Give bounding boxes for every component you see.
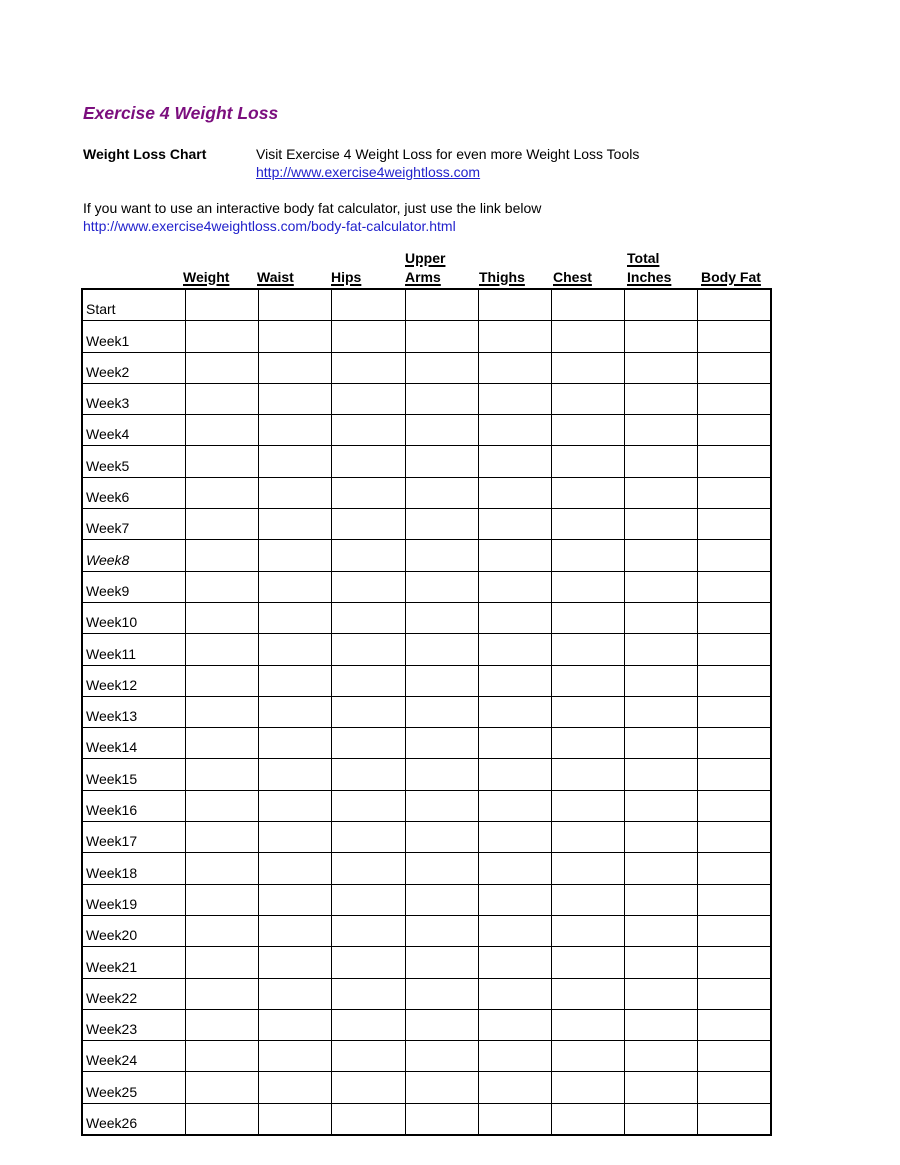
data-cell — [625, 540, 698, 571]
data-cell — [478, 853, 551, 884]
data-cell — [259, 696, 332, 727]
table-row — [82, 759, 771, 790]
data-cell — [698, 352, 771, 383]
data-cell — [698, 759, 771, 790]
data-cell — [698, 1041, 771, 1072]
data-cell — [625, 1009, 698, 1040]
table-row — [82, 540, 771, 571]
data-cell — [625, 822, 698, 853]
data-cell — [405, 540, 478, 571]
data-cell — [625, 1072, 698, 1103]
data-cell — [625, 634, 698, 665]
row-label: Week8 — [82, 540, 186, 571]
data-cell — [551, 571, 624, 602]
data-cell — [405, 947, 478, 978]
row-label: Week13 — [82, 696, 186, 727]
data-cell — [332, 634, 405, 665]
table-row — [82, 696, 771, 727]
table-row — [82, 1103, 771, 1135]
data-cell — [478, 509, 551, 540]
data-cell — [698, 947, 771, 978]
data-cell — [186, 634, 259, 665]
data-cell — [625, 602, 698, 633]
data-cell — [551, 602, 624, 633]
data-cell — [405, 915, 478, 946]
data-cell — [698, 665, 771, 696]
data-cell — [332, 509, 405, 540]
table-row — [82, 1009, 771, 1040]
data-cell — [259, 321, 332, 352]
data-cell — [405, 665, 478, 696]
data-cell — [551, 884, 624, 915]
data-cell — [259, 383, 332, 414]
data-cell — [332, 822, 405, 853]
data-cell — [405, 352, 478, 383]
column-header-label: Weight — [183, 268, 230, 285]
data-cell — [259, 352, 332, 383]
data-cell — [259, 978, 332, 1009]
column-header — [254, 268, 328, 287]
data-cell — [259, 289, 332, 321]
row-label: Week14 — [82, 728, 186, 759]
data-cell — [186, 696, 259, 727]
data-cell — [332, 728, 405, 759]
data-cell — [698, 540, 771, 571]
row-label: Week17 — [82, 822, 186, 853]
row-label: Week24 — [82, 1041, 186, 1072]
data-cell — [551, 634, 624, 665]
data-cell — [551, 509, 624, 540]
data-cell — [405, 289, 478, 321]
column-header — [180, 268, 254, 287]
data-cell — [478, 540, 551, 571]
data-cell — [332, 321, 405, 352]
data-cell — [625, 383, 698, 414]
data-cell — [332, 571, 405, 602]
data-cell — [478, 1072, 551, 1103]
data-cell — [551, 853, 624, 884]
data-cell — [186, 947, 259, 978]
column-header — [624, 249, 698, 286]
data-cell — [698, 477, 771, 508]
data-cell — [186, 1041, 259, 1072]
table-row — [82, 1072, 771, 1103]
data-cell — [478, 759, 551, 790]
data-cell — [478, 665, 551, 696]
row-label: Week4 — [82, 415, 186, 446]
data-cell — [186, 1072, 259, 1103]
data-cell — [478, 1041, 551, 1072]
data-cell — [405, 383, 478, 414]
data-cell — [478, 446, 551, 477]
data-cell — [625, 415, 698, 446]
data-cell — [405, 415, 478, 446]
data-cell — [698, 634, 771, 665]
data-cell — [625, 947, 698, 978]
data-cell — [698, 1009, 771, 1040]
data-cell — [478, 602, 551, 633]
table-row — [82, 884, 771, 915]
data-cell — [405, 1103, 478, 1135]
data-cell — [625, 759, 698, 790]
data-cell — [625, 509, 698, 540]
data-cell — [259, 853, 332, 884]
row-label: Week10 — [82, 602, 186, 633]
data-cell — [478, 477, 551, 508]
data-cell — [698, 915, 771, 946]
row-label: Week11 — [82, 634, 186, 665]
table-row — [82, 634, 771, 665]
data-cell — [625, 853, 698, 884]
column-header — [328, 268, 402, 287]
table-row — [82, 509, 771, 540]
data-cell — [259, 634, 332, 665]
column-header-label: Thighs — [479, 268, 525, 285]
data-cell — [698, 415, 771, 446]
data-cell — [551, 822, 624, 853]
homepage-link[interactable]: http://www.exercise4weightloss.com — [256, 164, 481, 180]
data-cell — [405, 1041, 478, 1072]
table-row — [82, 947, 771, 978]
data-cell — [478, 352, 551, 383]
data-cell — [405, 759, 478, 790]
row-label: Start — [82, 289, 186, 321]
data-cell — [625, 352, 698, 383]
data-cell — [186, 571, 259, 602]
data-cell — [625, 477, 698, 508]
data-cell — [625, 446, 698, 477]
data-cell — [332, 383, 405, 414]
row-label: Week26 — [82, 1103, 186, 1135]
data-cell — [698, 321, 771, 352]
row-label: Week22 — [82, 978, 186, 1009]
data-cell — [332, 665, 405, 696]
data-cell — [259, 602, 332, 633]
data-cell — [551, 446, 624, 477]
data-cell — [551, 947, 624, 978]
data-cell — [698, 1103, 771, 1135]
data-cell — [186, 790, 259, 821]
data-cell — [259, 884, 332, 915]
data-cell — [625, 1041, 698, 1072]
data-cell — [259, 509, 332, 540]
table-row — [82, 289, 771, 321]
data-cell — [551, 383, 624, 414]
table-row — [82, 446, 771, 477]
data-cell — [332, 696, 405, 727]
data-cell — [478, 415, 551, 446]
data-cell — [186, 728, 259, 759]
row-label: Week2 — [82, 352, 186, 383]
data-cell — [332, 446, 405, 477]
data-cell — [625, 696, 698, 727]
data-cell — [405, 728, 478, 759]
table-row — [82, 915, 771, 946]
data-cell — [405, 853, 478, 884]
data-cell — [186, 509, 259, 540]
row-label: Week18 — [82, 853, 186, 884]
data-cell — [405, 978, 478, 1009]
data-cell — [551, 289, 624, 321]
data-cell — [405, 571, 478, 602]
data-cell — [186, 822, 259, 853]
data-cell — [625, 665, 698, 696]
column-header — [698, 268, 772, 287]
intro-line: Visit Exercise 4 Weight Loss for even more Weight Loss Tools — [256, 146, 640, 162]
data-cell — [332, 289, 405, 321]
data-cell — [332, 884, 405, 915]
data-cell — [186, 415, 259, 446]
row-label: Week16 — [82, 790, 186, 821]
data-cell — [332, 415, 405, 446]
table-row — [82, 790, 771, 821]
data-cell — [186, 540, 259, 571]
table-row — [82, 571, 771, 602]
data-cell — [698, 383, 771, 414]
data-cell — [551, 477, 624, 508]
data-cell — [259, 822, 332, 853]
data-cell — [186, 289, 259, 321]
data-cell — [625, 884, 698, 915]
data-cell — [405, 884, 478, 915]
column-header — [476, 268, 550, 287]
data-cell — [332, 915, 405, 946]
row-label: Week20 — [82, 915, 186, 946]
row-label: Week23 — [82, 1009, 186, 1040]
data-cell — [186, 665, 259, 696]
data-cell — [551, 321, 624, 352]
table-row — [82, 383, 771, 414]
data-cell — [259, 728, 332, 759]
data-cell — [259, 1103, 332, 1135]
measurement-table — [81, 288, 772, 1136]
data-cell — [259, 571, 332, 602]
data-cell — [551, 978, 624, 1009]
data-cell — [405, 822, 478, 853]
column-header-label: Chest — [553, 268, 592, 285]
data-cell — [186, 321, 259, 352]
data-cell — [698, 696, 771, 727]
data-cell — [551, 1103, 624, 1135]
data-cell — [186, 759, 259, 790]
table-row — [82, 728, 771, 759]
column-header-label: Hips — [331, 268, 362, 285]
data-cell — [405, 477, 478, 508]
data-cell — [332, 853, 405, 884]
data-cell — [332, 947, 405, 978]
data-cell — [405, 602, 478, 633]
data-cell — [478, 321, 551, 352]
data-cell — [405, 790, 478, 821]
column-header — [402, 249, 476, 286]
data-cell — [332, 978, 405, 1009]
data-cell — [625, 289, 698, 321]
data-cell — [405, 634, 478, 665]
data-cell — [186, 978, 259, 1009]
data-cell — [551, 790, 624, 821]
data-cell — [551, 696, 624, 727]
data-cell — [478, 1009, 551, 1040]
data-cell — [332, 1041, 405, 1072]
body-fat-calculator-link[interactable]: http://www.exercise4weightloss.com/body-fat-calculator.html — [83, 218, 456, 234]
data-cell — [332, 790, 405, 821]
row-label: Week9 — [82, 571, 186, 602]
data-cell — [551, 415, 624, 446]
row-label: Week3 — [82, 383, 186, 414]
weight-loss-table — [81, 249, 772, 1136]
data-cell — [478, 1103, 551, 1135]
data-cell — [259, 947, 332, 978]
data-cell — [259, 759, 332, 790]
data-cell — [625, 790, 698, 821]
data-cell — [698, 509, 771, 540]
data-cell — [551, 1041, 624, 1072]
column-header-label: Upper Arms — [405, 250, 446, 285]
intro-section — [83, 145, 639, 181]
calculator-text: If you want to use an interactive body fat calculator, just use the link below — [83, 200, 542, 216]
row-label: Week12 — [82, 665, 186, 696]
row-label: Week1 — [82, 321, 186, 352]
row-label: Week5 — [82, 446, 186, 477]
data-cell — [551, 665, 624, 696]
row-label: Week25 — [82, 1072, 186, 1103]
data-cell — [186, 352, 259, 383]
data-cell — [186, 1009, 259, 1040]
intro-text-block — [256, 145, 639, 181]
data-cell — [259, 415, 332, 446]
data-cell — [186, 1103, 259, 1135]
data-cell — [625, 728, 698, 759]
table-row — [82, 415, 771, 446]
table-row — [82, 853, 771, 884]
data-cell — [332, 602, 405, 633]
data-cell — [478, 571, 551, 602]
data-cell — [405, 1072, 478, 1103]
calculator-section — [83, 199, 541, 235]
column-header — [550, 268, 624, 287]
data-cell — [332, 477, 405, 508]
data-cell — [405, 696, 478, 727]
data-cell — [551, 1072, 624, 1103]
row-label: Week21 — [82, 947, 186, 978]
data-cell — [625, 915, 698, 946]
data-cell — [698, 289, 771, 321]
data-cell — [405, 446, 478, 477]
data-cell — [478, 884, 551, 915]
data-cell — [698, 1072, 771, 1103]
data-cell — [259, 540, 332, 571]
row-label: Week15 — [82, 759, 186, 790]
data-cell — [478, 947, 551, 978]
data-cell — [478, 915, 551, 946]
table-row — [82, 321, 771, 352]
data-cell — [186, 477, 259, 508]
data-cell — [332, 1103, 405, 1135]
data-cell — [259, 446, 332, 477]
data-cell — [186, 915, 259, 946]
data-cell — [551, 540, 624, 571]
column-header-label: Body Fat — [701, 268, 761, 285]
data-cell — [625, 1103, 698, 1135]
data-cell — [405, 1009, 478, 1040]
data-cell — [551, 1009, 624, 1040]
table-body — [82, 289, 771, 1135]
data-cell — [186, 884, 259, 915]
data-cell — [259, 665, 332, 696]
weight-loss-chart-label: Weight Loss Chart — [83, 146, 207, 162]
table-row — [82, 602, 771, 633]
data-cell — [551, 759, 624, 790]
data-cell — [478, 822, 551, 853]
data-cell — [625, 978, 698, 1009]
data-cell — [186, 383, 259, 414]
data-cell — [259, 915, 332, 946]
table-header-row — [81, 249, 772, 286]
data-cell — [478, 978, 551, 1009]
data-cell — [186, 853, 259, 884]
data-cell — [405, 321, 478, 352]
data-cell — [259, 1072, 332, 1103]
data-cell — [332, 1072, 405, 1103]
data-cell — [698, 790, 771, 821]
table-row — [82, 352, 771, 383]
row-label: Week7 — [82, 509, 186, 540]
data-cell — [698, 853, 771, 884]
data-cell — [186, 446, 259, 477]
data-cell — [478, 696, 551, 727]
data-cell — [698, 884, 771, 915]
row-label: Week6 — [82, 477, 186, 508]
table-row — [82, 1041, 771, 1072]
data-cell — [332, 1009, 405, 1040]
data-cell — [332, 352, 405, 383]
page-title: Exercise 4 Weight Loss — [83, 103, 279, 123]
data-cell — [478, 634, 551, 665]
data-cell — [625, 321, 698, 352]
data-cell — [332, 759, 405, 790]
data-cell — [551, 352, 624, 383]
table-row — [82, 665, 771, 696]
data-cell — [259, 1041, 332, 1072]
data-cell — [551, 915, 624, 946]
data-cell — [478, 383, 551, 414]
data-cell — [698, 602, 771, 633]
data-cell — [332, 540, 405, 571]
column-header-label: Waist — [257, 268, 294, 285]
data-cell — [698, 728, 771, 759]
data-cell — [186, 602, 259, 633]
row-label: Week19 — [82, 884, 186, 915]
table-row — [82, 477, 771, 508]
data-cell — [625, 571, 698, 602]
data-cell — [698, 446, 771, 477]
data-cell — [478, 728, 551, 759]
data-cell — [698, 571, 771, 602]
data-cell — [259, 477, 332, 508]
data-cell — [259, 790, 332, 821]
data-cell — [478, 790, 551, 821]
table-row — [82, 978, 771, 1009]
data-cell — [478, 289, 551, 321]
data-cell — [405, 509, 478, 540]
data-cell — [698, 822, 771, 853]
data-cell — [551, 728, 624, 759]
table-row — [82, 822, 771, 853]
data-cell — [259, 1009, 332, 1040]
data-cell — [698, 978, 771, 1009]
column-header-label: Total Inches — [627, 250, 672, 285]
